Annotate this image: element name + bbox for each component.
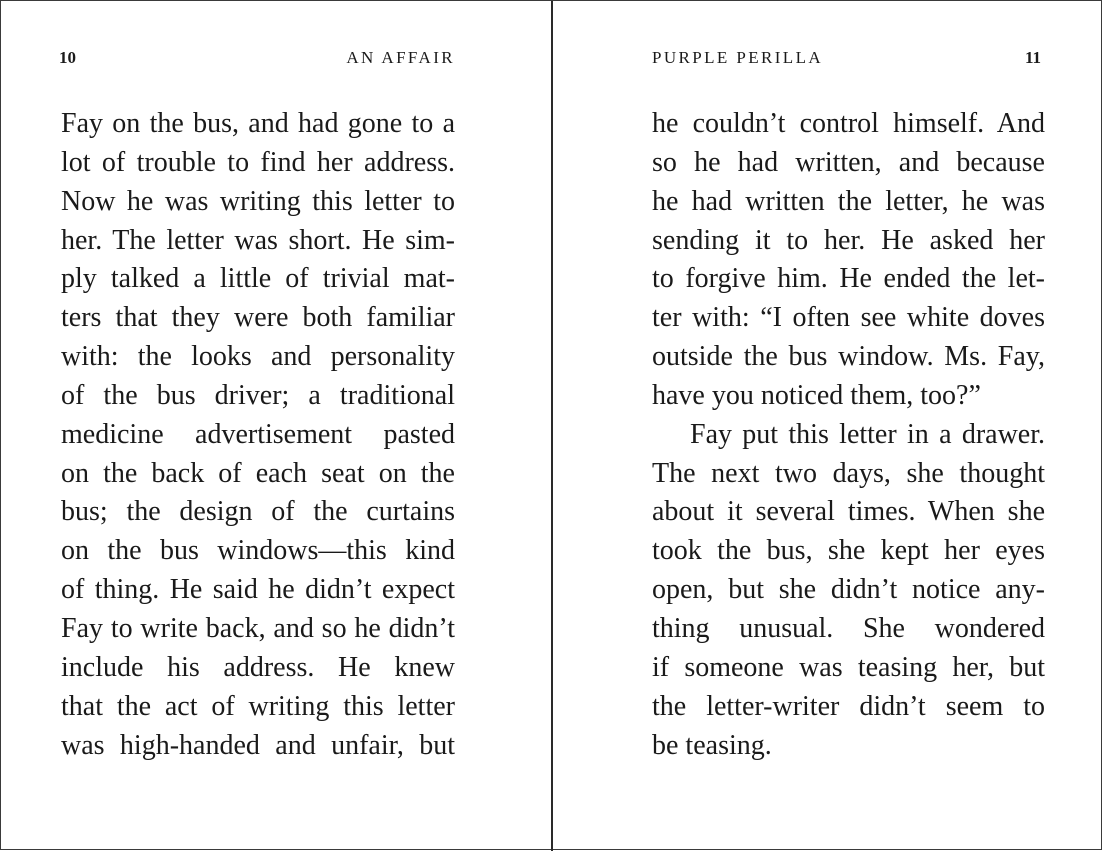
text-line: ter with: “I often see white doves (652, 302, 1045, 334)
right-page (652, 1, 1045, 851)
text-line: if someone was teasing her, but (652, 651, 1045, 683)
text-line: Fay put this letter in a drawer. (690, 418, 1045, 450)
text-line: of the bus driver; a traditional (61, 379, 455, 411)
text-line: include his address. He knew (61, 651, 455, 683)
text-line: ply talked a little of trivial mat- (61, 263, 455, 295)
text-line: medicine advertisement pasted (61, 418, 455, 450)
right-page-body (652, 105, 1045, 765)
text-line: the letter-writer didn’t seem to (652, 690, 1045, 722)
text-line: Fay on the bus, and had gone to a (61, 108, 455, 139)
left-page-header (61, 48, 455, 72)
left-page-number: 10 (59, 48, 76, 67)
text-line: so he had written, and because (652, 146, 1045, 178)
text-line: took the bus, she kept her eyes (652, 535, 1045, 567)
text-line: to forgive him. He ended the let- (652, 263, 1045, 295)
right-running-head: PURPLE PERILLA (652, 48, 824, 67)
left-page-body (61, 105, 455, 765)
right-page-header (652, 48, 1045, 72)
right-page-number: 11 (1024, 48, 1041, 67)
text-line: of thing. He said he didn’t expect (61, 574, 455, 606)
text-line: The next two days, she thought (652, 457, 1045, 489)
text-line: he had written the letter, he was (652, 185, 1045, 217)
text-line: with: the looks and personality (61, 341, 455, 373)
text-line: bus; the design of the curtains (61, 496, 455, 528)
text-line: open, but she didn’t notice any- (652, 574, 1045, 606)
gutter-divider (551, 1, 553, 851)
text-line: outside the bus window. Ms. Fay, (652, 341, 1045, 373)
text-line: her. The letter was short. He sim- (61, 224, 455, 256)
text-line: on the bus windows—this kind (61, 535, 455, 567)
text-line: that the act of writing this letter (61, 690, 455, 722)
text-line: ters that they were both familiar (61, 302, 455, 334)
text-line: was high-handed and unfair, but (61, 729, 455, 761)
text-line: thing unusual. She wondered (652, 612, 1045, 644)
text-line: about it several times. When she (652, 496, 1045, 528)
text-line: he couldn’t control himself. And (652, 108, 1045, 139)
left-page (61, 1, 455, 851)
left-running-head: AN AFFAIR (346, 48, 455, 67)
text-line: be teasing. (652, 729, 772, 761)
text-line: lot of trouble to find her address. (61, 146, 455, 178)
text-line: sending it to her. He asked her (652, 224, 1045, 256)
text-line: on the back of each seat on the (61, 457, 455, 489)
text-line: have you noticed them, too?” (652, 379, 981, 411)
text-line: Now he was writing this letter to (61, 185, 455, 217)
text-line: Fay to write back, and so he didn’t (61, 612, 455, 644)
